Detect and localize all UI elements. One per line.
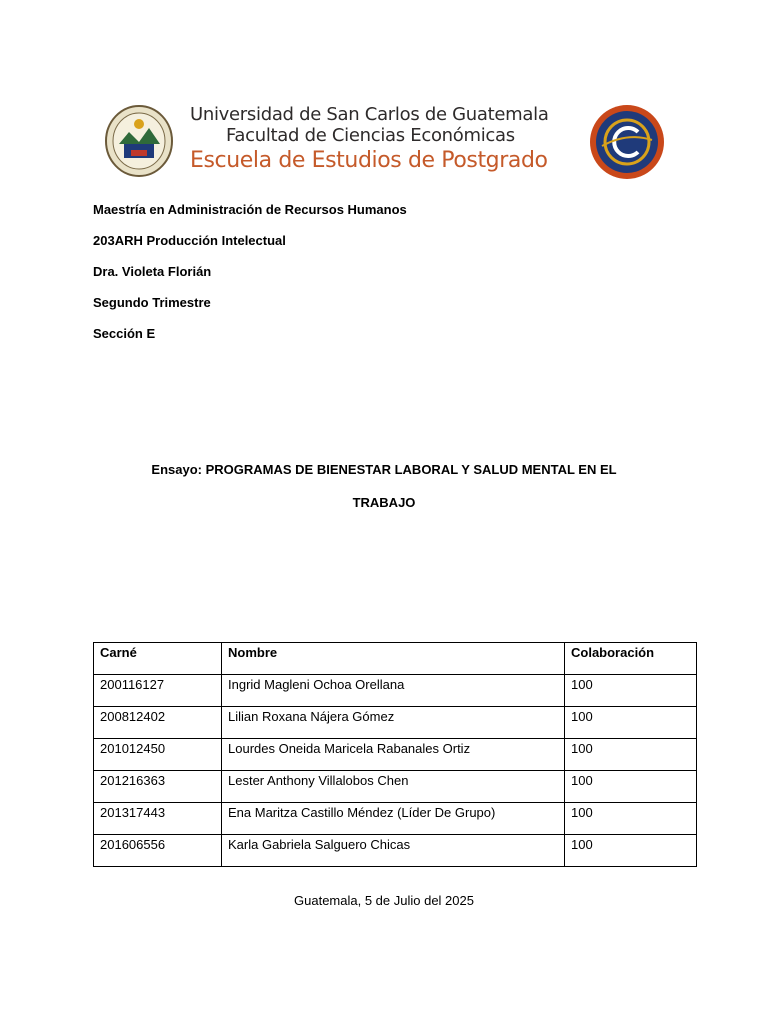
table-row	[94, 835, 697, 867]
cell-colaboracion: 100	[565, 739, 697, 771]
section: Sección E	[93, 326, 156, 341]
table-row	[94, 675, 697, 707]
cell-nombre: Karla Gabriela Salguero Chicas	[222, 835, 565, 867]
place-date-line: Guatemala, 5 de Julio del 2025	[294, 893, 474, 908]
letterhead	[100, 100, 670, 184]
essay-title-line-1: Ensayo: PROGRAMAS DE BIENESTAR LABORAL Y SALUD MENTAL EN EL	[151, 462, 617, 477]
cell-carne: 201317443	[94, 803, 222, 835]
cell-nombre: Ingrid Magleni Ochoa Orellana	[222, 675, 565, 707]
cell-colaboracion: 100	[565, 803, 697, 835]
university-seal-logo	[104, 104, 174, 178]
cell-carne: 200812402	[94, 707, 222, 739]
cell-colaboracion: 100	[565, 835, 697, 867]
essay-title-line-2: TRABAJO	[352, 495, 416, 510]
cell-colaboracion: 100	[565, 707, 697, 739]
table-row	[94, 803, 697, 835]
postgraduate-school-logo	[588, 102, 666, 182]
cell-nombre: Ena Maritza Castillo Méndez (Líder De Grupo)	[222, 803, 565, 835]
professor-name: Dra. Violeta Florián	[93, 264, 212, 279]
cell-nombre: Lourdes Oneida Maricela Rabanales Ortiz	[222, 739, 565, 771]
table-row	[94, 771, 697, 803]
cell-carne: 201216363	[94, 771, 222, 803]
header-colaboracion: Colaboración	[565, 643, 697, 675]
cell-nombre: Lester Anthony Villalobos Chen	[222, 771, 565, 803]
cell-carne: 200116127	[94, 675, 222, 707]
cell-carne: 201606556	[94, 835, 222, 867]
institution-names	[190, 104, 590, 176]
term: Segundo Trimestre	[93, 295, 211, 310]
university-name: Universidad de San Carlos de Guatemala	[190, 104, 549, 125]
cell-colaboracion: 100	[565, 771, 697, 803]
header-carne: Carné	[94, 643, 222, 675]
cell-nombre: Lilian Roxana Nájera Gómez	[222, 707, 565, 739]
school-name: Escuela de Estudios de Postgrado	[190, 148, 548, 173]
faculty-name: Facultad de Ciencias Económicas	[226, 125, 515, 146]
essay-title	[93, 461, 675, 511]
cell-carne: 201012450	[94, 739, 222, 771]
cell-colaboracion: 100	[565, 675, 697, 707]
table-row	[94, 739, 697, 771]
table-row	[94, 707, 697, 739]
course-info	[93, 201, 407, 356]
members-table	[93, 642, 697, 867]
header-nombre: Nombre	[222, 643, 565, 675]
program-name: Maestría en Administración de Recursos Humanos	[93, 202, 407, 217]
table-header-row	[94, 643, 697, 675]
course-name: 203ARH Producción Intelectual	[93, 233, 286, 248]
